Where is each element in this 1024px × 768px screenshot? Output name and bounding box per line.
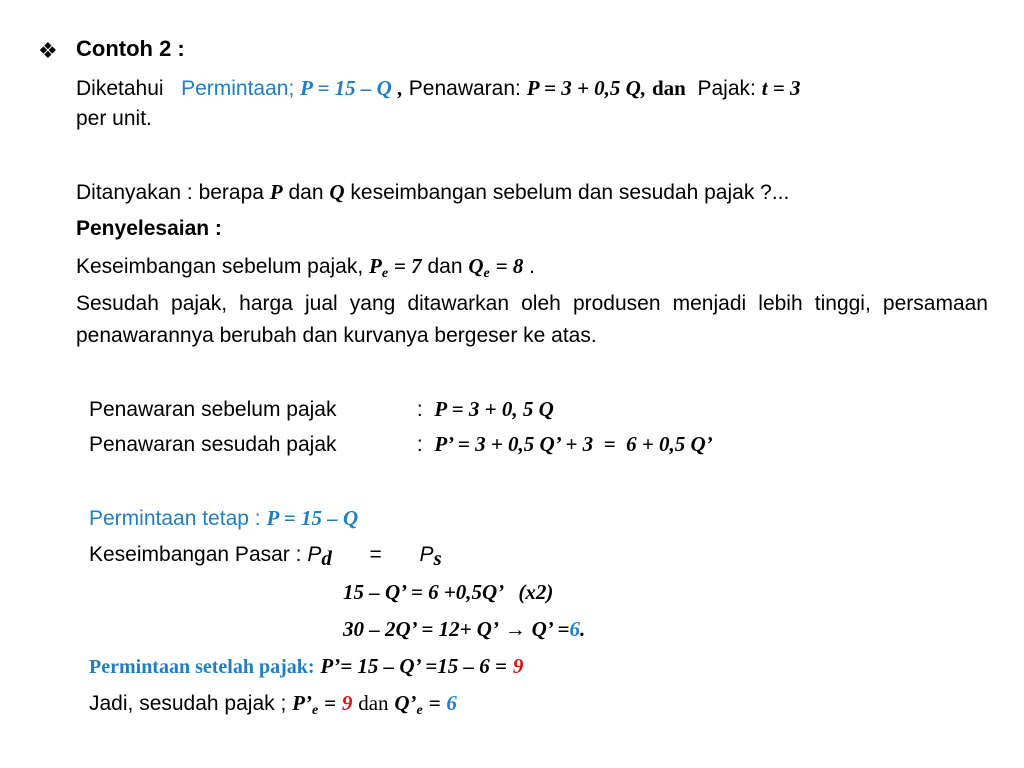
qe-value: = 8 xyxy=(495,254,524,278)
tax-equation: t = 3 xyxy=(761,76,801,100)
demand-label: Permintaan; xyxy=(181,77,295,100)
market-equilibrium-label: Keseimbangan Pasar : xyxy=(89,543,302,566)
calculation-step-2 xyxy=(343,616,585,643)
supply-label: Penawaran: xyxy=(408,77,521,100)
calc2-left: 30 – 2Q’ = 12+ Q’ xyxy=(343,617,499,641)
conclusion-text: Jadi, sesudah pajak ; xyxy=(89,692,287,715)
pd-symbol: $P_d$ xyxy=(307,543,332,570)
calc2-value: 6 xyxy=(569,617,580,641)
given-prefix: Diketahui xyxy=(76,77,164,100)
question-text-a: Ditanyakan : berapa xyxy=(76,181,264,204)
comma: , xyxy=(397,76,403,100)
supply-after-line xyxy=(89,431,713,458)
period: . xyxy=(529,255,536,278)
solution-heading: Penyelesaian : xyxy=(76,217,222,240)
demand-after-label: Permintaan setelah pajak: xyxy=(89,656,315,678)
demand-fixed-line xyxy=(89,505,358,532)
equals-sign: = xyxy=(369,543,382,566)
and-word: dan xyxy=(358,691,389,715)
market-equilibrium-line xyxy=(89,542,442,568)
equals-sign: = xyxy=(428,691,441,715)
equilibrium-before-text: Keseimbangan sebelum pajak, xyxy=(76,255,364,278)
conclusion-line xyxy=(89,690,457,717)
colon: : xyxy=(416,433,423,456)
equals-sign: = xyxy=(324,691,336,715)
demand-after-line xyxy=(89,653,523,680)
arrow-icon: → xyxy=(504,617,526,641)
qe-prime-value: 6 xyxy=(446,691,457,715)
demand-equation: P = 15 – Q xyxy=(300,76,392,100)
pe-prime-value: 9 xyxy=(341,691,353,715)
question-text-b: keseimbangan sebelum dan sesudah pajak ?... xyxy=(350,181,790,204)
qe-symbol: $Q_e$ xyxy=(468,254,490,281)
question-p: P xyxy=(269,180,283,204)
tax-label: Pajak: xyxy=(697,77,756,100)
supply-before-label: Penawaran sebelum pajak xyxy=(89,398,337,421)
calculation-step-1: 15 – Q’ = 6 +0,5Q’ (x2) xyxy=(343,580,554,604)
supply-before-line xyxy=(89,396,554,423)
supply-before-equation: P = 3 + 0, 5 Q xyxy=(434,397,554,421)
demand-after-value: 9 xyxy=(512,654,524,678)
and-word: dan xyxy=(427,255,463,278)
bullet-diamond-icon: ❖ xyxy=(38,38,58,63)
demand-after-equation: P’= 15 – Q’ =15 – 6 = xyxy=(320,654,507,678)
colon: : xyxy=(416,398,423,421)
page-title: Contoh 2 : xyxy=(76,36,185,61)
supply-after-equation: P’ = 3 + 0,5 Q’ + 3 = 6 + 0,5 Q’ xyxy=(434,432,713,456)
calc2-right: Q’ = xyxy=(531,617,570,641)
and-word: dan xyxy=(651,76,686,100)
qe-prime-symbol: $Q’_e$ xyxy=(394,691,423,718)
after-tax-paragraph: Sesudah pajak, harga jual yang ditawarkan oleh produsen menjadi lebih tinggi, persamaan penawarannya berubah dan kurvanya bergeser ke atas. xyxy=(76,292,988,347)
demand-fixed-equation: P = 15 – Q xyxy=(266,506,359,530)
given-tail: per unit. xyxy=(76,107,152,130)
pe-prime-symbol: $P’_e$ xyxy=(292,691,319,718)
supply-equation: P = 3 + 0,5 Q, xyxy=(526,76,647,100)
question-dan: dan xyxy=(288,181,324,204)
question-line xyxy=(76,179,789,206)
period: . xyxy=(579,617,586,641)
supply-after-label: Penawaran sesudah pajak xyxy=(89,433,337,456)
pe-symbol: $P_e$ xyxy=(369,254,389,281)
demand-fixed-label: Permintaan tetap : xyxy=(89,507,261,530)
ps-symbol: $P_s$ xyxy=(419,543,442,570)
equilibrium-before-line xyxy=(76,253,535,280)
given-line xyxy=(76,75,801,102)
pe-value: = 7 xyxy=(393,254,422,278)
question-q: Q xyxy=(329,180,345,204)
